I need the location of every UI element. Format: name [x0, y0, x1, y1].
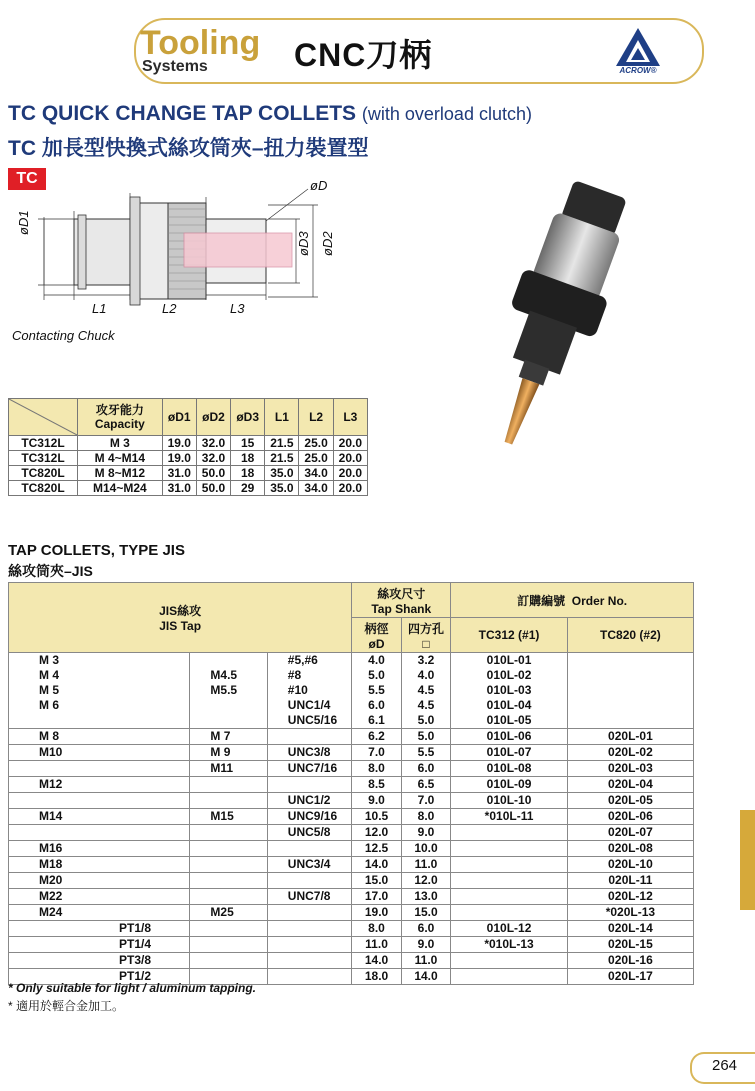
jis-cell — [190, 713, 267, 729]
jis-cell: *020L-13 — [567, 905, 693, 921]
jis-cell: 7.0 — [401, 793, 450, 809]
jis-cell: 4.0 — [401, 668, 450, 683]
jis-row — [9, 953, 694, 969]
spec-cell: M14~M24 — [78, 481, 163, 496]
spec-header-d3: øD3 — [231, 399, 265, 436]
jis-cell: M 3 — [9, 653, 190, 669]
jis-cell — [9, 825, 190, 841]
jis-header-order — [451, 583, 694, 618]
header-capacity-en: Capacity — [94, 417, 145, 431]
jis-cell — [267, 969, 352, 985]
spec-cell: 32.0 — [196, 451, 230, 466]
spec-row — [9, 451, 368, 466]
jis-cell — [567, 713, 693, 729]
spec-header-l2: L2 — [299, 399, 333, 436]
jis-title-english: TAP COLLETS, TYPE JIS — [8, 542, 185, 559]
product-photo — [420, 180, 680, 460]
jis-cell: PT3/8 — [9, 953, 190, 969]
jis-cell — [190, 825, 267, 841]
jis-cell: 5.0 — [401, 729, 450, 745]
jis-cell: M5.5 — [190, 683, 267, 698]
jis-title-chinese: 絲攻筒夾–JIS — [8, 563, 93, 579]
spec-cell: 31.0 — [162, 481, 196, 496]
jis-cell: 17.0 — [352, 889, 401, 905]
jis-row — [9, 841, 694, 857]
jis-cell: UNC1/4 — [267, 698, 352, 713]
jis-cell: 020L-17 — [567, 969, 693, 985]
jis-cell — [451, 841, 568, 857]
jis-cell — [267, 873, 352, 889]
jis-cell: 7.0 — [352, 745, 401, 761]
header-jis-zh: JIS絲攻 — [159, 604, 202, 618]
jis-cell — [190, 777, 267, 793]
jis-cell — [267, 841, 352, 857]
jis-cell: 12.0 — [352, 825, 401, 841]
note-english: * Only suitable for light / aluminum tapping. — [8, 981, 257, 995]
spec-cell: TC820L — [9, 481, 78, 496]
spec-row — [9, 481, 368, 496]
jis-header-jis-tap — [9, 583, 352, 653]
jis-cell: 020L-11 — [567, 873, 693, 889]
spec-cell: M 4~M14 — [78, 451, 163, 466]
spec-header-d2: øD2 — [196, 399, 230, 436]
jis-cell: 020L-05 — [567, 793, 693, 809]
jis-cell: 010L-05 — [451, 713, 568, 729]
spec-row — [9, 466, 368, 481]
jis-cell: 010L-04 — [451, 698, 568, 713]
spec-row — [9, 436, 368, 451]
jis-cell: 010L-10 — [451, 793, 568, 809]
spec-cell: TC820L — [9, 466, 78, 481]
label-d: øD — [310, 178, 328, 193]
jis-row — [9, 698, 694, 713]
title-sub: (with overload clutch) — [361, 104, 532, 124]
jis-cell: 5.5 — [352, 683, 401, 698]
jis-cell: M10 — [9, 745, 190, 761]
jis-cell: M22 — [9, 889, 190, 905]
jis-cell: PT1/8 — [9, 921, 190, 937]
jis-cell: M 5 — [9, 683, 190, 698]
tc-badge: TC — [8, 168, 46, 190]
spec-cell: TC312L — [9, 436, 78, 451]
jis-row — [9, 857, 694, 873]
jis-header-tc820: TC820 (#2) — [567, 618, 693, 653]
jis-table — [8, 582, 694, 985]
jis-cell — [9, 761, 190, 777]
jis-cell: 010L-03 — [451, 683, 568, 698]
jis-cell: #5,#6 — [267, 653, 352, 669]
logo-text: ACROW® — [619, 66, 657, 75]
note-chinese: * 適用於輕合金加工。 — [8, 999, 125, 1013]
jis-row — [9, 668, 694, 683]
jis-cell — [451, 873, 568, 889]
jis-cell — [267, 937, 352, 953]
jis-cell: 11.0 — [352, 937, 401, 953]
jis-cell: M16 — [9, 841, 190, 857]
jis-cell — [190, 921, 267, 937]
label-d1: øD1 — [16, 210, 31, 235]
spec-cell: 19.0 — [162, 436, 196, 451]
spec-table — [8, 398, 368, 496]
jis-cell: 8.0 — [352, 761, 401, 777]
jis-cell — [190, 857, 267, 873]
spec-cell: 32.0 — [196, 436, 230, 451]
spec-cell: 50.0 — [196, 466, 230, 481]
jis-cell: UNC5/8 — [267, 825, 352, 841]
jis-cell: 6.0 — [401, 921, 450, 937]
brand-cnc-title: CNC刀柄 — [294, 37, 433, 73]
label-contacting-chuck: Contacting Chuck — [12, 328, 115, 343]
jis-cell: 8.0 — [401, 809, 450, 825]
jis-row — [9, 729, 694, 745]
jis-cell — [567, 698, 693, 713]
jis-cell — [451, 857, 568, 873]
spec-cell: 35.0 — [265, 466, 299, 481]
jis-cell — [190, 698, 267, 713]
spec-cell: M 8~M12 — [78, 466, 163, 481]
jis-cell: 010L-07 — [451, 745, 568, 761]
spec-cell: 21.5 — [265, 451, 299, 466]
jis-cell: 5.5 — [401, 745, 450, 761]
spec-cell: 31.0 — [162, 466, 196, 481]
jis-cell: 5.0 — [352, 668, 401, 683]
jis-cell — [451, 905, 568, 921]
jis-header-diameter — [352, 618, 401, 653]
spec-cell: TC312L — [9, 451, 78, 466]
jis-header-tc312: TC312 (#1) — [451, 618, 568, 653]
jis-cell: M4.5 — [190, 668, 267, 683]
jis-cell — [9, 793, 190, 809]
jis-cell: M 7 — [190, 729, 267, 745]
spec-header-l1: L1 — [265, 399, 299, 436]
spec-cell: 20.0 — [333, 451, 367, 466]
jis-cell: 020L-14 — [567, 921, 693, 937]
jis-cell — [190, 937, 267, 953]
label-l1: L1 — [92, 301, 107, 316]
jis-row — [9, 825, 694, 841]
jis-cell: 6.0 — [401, 761, 450, 777]
jis-cell: 12.0 — [401, 873, 450, 889]
jis-cell: 10.5 — [352, 809, 401, 825]
jis-cell: 4.0 — [352, 653, 401, 669]
jis-cell: PT1/4 — [9, 937, 190, 953]
spec-cell: 50.0 — [196, 481, 230, 496]
jis-cell: 010L-12 — [451, 921, 568, 937]
jis-cell: 8.5 — [352, 777, 401, 793]
header-capacity-zh: 攻牙能力 — [95, 403, 144, 417]
spec-cell: 20.0 — [333, 481, 367, 496]
jis-cell: UNC5/16 — [267, 713, 352, 729]
jis-cell — [451, 953, 568, 969]
spec-cell: 15 — [231, 436, 265, 451]
jis-cell: 13.0 — [401, 889, 450, 905]
jis-cell: 010L-06 — [451, 729, 568, 745]
jis-cell — [267, 729, 352, 745]
jis-row — [9, 889, 694, 905]
jis-cell: #8 — [267, 668, 352, 683]
jis-cell: 9.0 — [401, 825, 450, 841]
jis-cell: M20 — [9, 873, 190, 889]
jis-cell: 020L-16 — [567, 953, 693, 969]
jis-cell — [451, 825, 568, 841]
jis-cell — [190, 889, 267, 905]
label-d3: øD3 — [296, 231, 311, 256]
jis-row — [9, 761, 694, 777]
jis-cell: 020L-12 — [567, 889, 693, 905]
jis-cell — [267, 777, 352, 793]
jis-header-row-1 — [9, 583, 694, 618]
jis-cell: 4.5 — [401, 698, 450, 713]
jis-cell: 14.0 — [401, 969, 450, 985]
jis-cell — [190, 873, 267, 889]
jis-table-body — [9, 653, 694, 985]
jis-header-shank — [352, 583, 451, 618]
jis-cell: 15.0 — [352, 873, 401, 889]
jis-cell — [567, 668, 693, 683]
spec-cell: 18 — [231, 451, 265, 466]
jis-cell: UNC1/2 — [267, 793, 352, 809]
jis-cell — [267, 953, 352, 969]
label-d2: øD2 — [320, 231, 335, 256]
jis-row — [9, 809, 694, 825]
jis-cell: 11.0 — [401, 857, 450, 873]
product-photo-svg — [420, 180, 680, 460]
spec-cell: 18 — [231, 466, 265, 481]
jis-cell: 010L-09 — [451, 777, 568, 793]
jis-cell — [267, 905, 352, 921]
header-dia-zh: 柄徑 — [364, 621, 389, 636]
jis-row — [9, 713, 694, 729]
jis-cell — [451, 889, 568, 905]
jis-cell: M15 — [190, 809, 267, 825]
jis-cell: M 8 — [9, 729, 190, 745]
brand-tooling: Tooling — [140, 24, 261, 62]
jis-cell — [451, 969, 568, 985]
spec-cell: 19.0 — [162, 451, 196, 466]
spec-header-capacity — [78, 399, 163, 436]
jis-cell: UNC3/4 — [267, 857, 352, 873]
jis-cell — [190, 653, 267, 669]
diagonal-corner-icon — [9, 399, 77, 435]
spec-cell: 25.0 — [299, 436, 333, 451]
jis-cell: 12.5 — [352, 841, 401, 857]
jis-cell: 020L-04 — [567, 777, 693, 793]
spec-header-l3: L3 — [333, 399, 367, 436]
header-dia-sym: øD — [368, 636, 385, 651]
jis-cell: 010L-02 — [451, 668, 568, 683]
label-l3: L3 — [230, 301, 245, 316]
jis-cell — [267, 921, 352, 937]
spec-cell: 20.0 — [333, 466, 367, 481]
spec-header-d1: øD1 — [162, 399, 196, 436]
jis-cell: 9.0 — [352, 793, 401, 809]
jis-cell: *010L-11 — [451, 809, 568, 825]
jis-cell: 020L-07 — [567, 825, 693, 841]
jis-cell: 18.0 — [352, 969, 401, 985]
jis-cell: 9.0 — [401, 937, 450, 953]
jis-cell: 6.1 — [352, 713, 401, 729]
header-shank-en: Tap Shank — [371, 601, 432, 616]
collet-drawing — [8, 175, 338, 350]
jis-cell: M25 — [190, 905, 267, 921]
jis-row — [9, 745, 694, 761]
spec-cell: 21.5 — [265, 436, 299, 451]
jis-cell: 010L-08 — [451, 761, 568, 777]
spec-cell: 35.0 — [265, 481, 299, 496]
spec-cell: 34.0 — [299, 466, 333, 481]
label-l2: L2 — [162, 301, 177, 316]
jis-cell: M 9 — [190, 745, 267, 761]
jis-row — [9, 683, 694, 698]
jis-cell: 14.0 — [352, 857, 401, 873]
jis-cell: M14 — [9, 809, 190, 825]
jis-cell: PT1/2 — [9, 969, 190, 985]
jis-cell: *010L-13 — [451, 937, 568, 953]
side-section-tab — [740, 810, 755, 910]
spec-cell: 20.0 — [333, 436, 367, 451]
jis-cell: M18 — [9, 857, 190, 873]
brand-systems: Systems — [142, 58, 208, 75]
title-chinese: TC 加長型快換式絲攻筒夾–扭力裝置型 — [8, 137, 369, 160]
jis-cell: 020L-15 — [567, 937, 693, 953]
spec-header-corner — [9, 399, 78, 436]
acrow-logo — [614, 26, 662, 78]
jis-cell: 6.5 — [401, 777, 450, 793]
jis-cell: UNC7/8 — [267, 889, 352, 905]
jis-cell: 3.2 — [401, 653, 450, 669]
jis-cell — [190, 953, 267, 969]
header-square-sym: □ — [422, 636, 430, 651]
jis-row — [9, 905, 694, 921]
jis-cell: M24 — [9, 905, 190, 921]
title-english — [8, 102, 532, 126]
jis-row — [9, 793, 694, 809]
jis-cell: 19.0 — [352, 905, 401, 921]
jis-cell: 11.0 — [401, 953, 450, 969]
jis-cell: 020L-01 — [567, 729, 693, 745]
spec-header-row — [9, 399, 368, 436]
jis-cell: 020L-06 — [567, 809, 693, 825]
jis-cell: 6.0 — [352, 698, 401, 713]
page-number: 264 — [712, 1057, 738, 1074]
jis-cell: 6.2 — [352, 729, 401, 745]
jis-cell — [567, 653, 693, 669]
jis-row — [9, 937, 694, 953]
jis-cell — [9, 713, 190, 729]
jis-cell: UNC9/16 — [267, 809, 352, 825]
jis-cell: 4.5 — [401, 683, 450, 698]
jis-cell: 020L-02 — [567, 745, 693, 761]
header-shank-zh: 絲攻尺寸 — [377, 586, 426, 601]
jis-cell: 10.0 — [401, 841, 450, 857]
jis-cell: M11 — [190, 761, 267, 777]
header-jis-en: JIS Tap — [159, 619, 202, 633]
jis-cell: #10 — [267, 683, 352, 698]
spec-cell: 34.0 — [299, 481, 333, 496]
spec-cell: 29 — [231, 481, 265, 496]
jis-cell — [190, 841, 267, 857]
jis-cell: 020L-03 — [567, 761, 693, 777]
jis-row — [9, 777, 694, 793]
jis-row — [9, 873, 694, 889]
jis-cell: 8.0 — [352, 921, 401, 937]
jis-cell — [190, 793, 267, 809]
jis-cell: 020L-10 — [567, 857, 693, 873]
jis-cell: 5.0 — [401, 713, 450, 729]
header-order-en: Order No. — [571, 593, 628, 608]
jis-cell: 010L-01 — [451, 653, 568, 669]
jis-cell: 15.0 — [401, 905, 450, 921]
header-order-zh: 訂購編號 — [517, 593, 566, 608]
title-main: TC QUICK CHANGE TAP COLLETS — [8, 102, 357, 125]
jis-cell: M 6 — [9, 698, 190, 713]
header-square-zh: 四方孔 — [408, 621, 445, 636]
jis-row — [9, 921, 694, 937]
jis-cell: 020L-08 — [567, 841, 693, 857]
jis-cell: UNC3/8 — [267, 745, 352, 761]
jis-cell: M 4 — [9, 668, 190, 683]
spec-cell: 25.0 — [299, 451, 333, 466]
jis-row — [9, 653, 694, 669]
jis-cell: M12 — [9, 777, 190, 793]
jis-cell: UNC7/16 — [267, 761, 352, 777]
jis-cell: 14.0 — [352, 953, 401, 969]
jis-header-square — [401, 618, 450, 653]
spec-cell: M 3 — [78, 436, 163, 451]
collet-drawing-svg — [8, 175, 338, 350]
jis-cell — [567, 683, 693, 698]
